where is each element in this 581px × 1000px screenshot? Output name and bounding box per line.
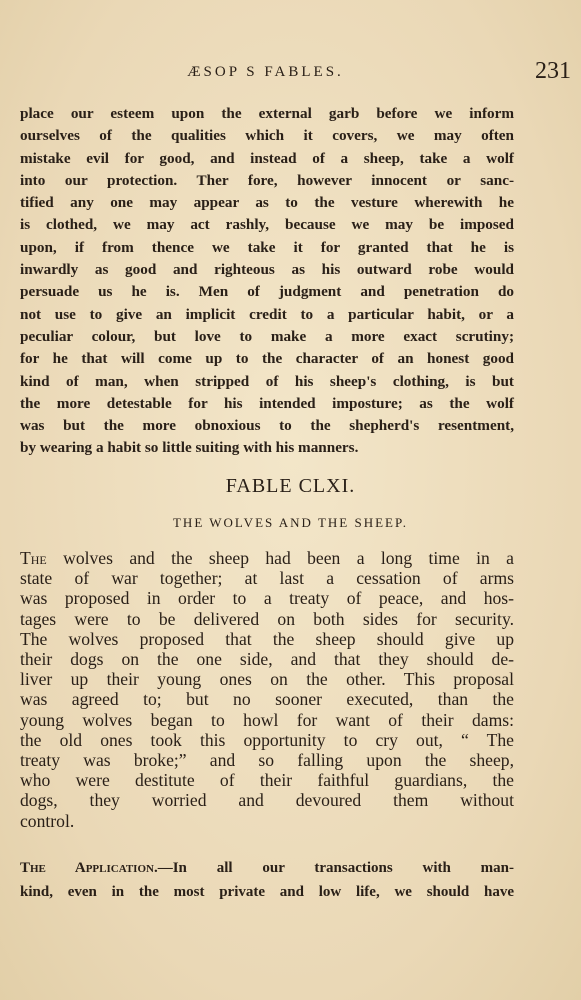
text-line: into our protection. Ther fore, however innocent or sanc- [20,171,514,189]
text-line: peculiar colour, but love to make a more exact scrutiny; [20,327,514,345]
text-line: dogs, they worried and devoured them without [20,790,514,811]
text-line: for he that will come up to the character of an honest good [20,350,514,368]
text-line: place our esteem upon the external garb before we inform [20,105,514,122]
text-line: young wolves began to howl for want of their dams: [20,709,514,730]
paragraph-fable-text [20,548,514,831]
text-line: was agreed to; but no sooner executed, than the [20,689,514,710]
application-text: —In all our transactions with man- [157,860,515,876]
text-line: the more detestable for his intended imposture; as the wolf [20,394,514,412]
text-line: inwardly as good and righteous as his outward robe would [20,261,514,279]
text-line: their dogs on the one side, and that they should de- [20,649,514,670]
text-line: kind, even in the most private and low life, we should have [20,884,514,900]
text-line: was proposed in order to a treaty of peace, and hos- [20,588,514,609]
text-line: who were destitute of their faithful guardians, the [20,770,514,791]
text-line: state of war together; at last a cessation of arms [20,568,514,589]
text-line: is clothed, we may act rashly, because we may be imposed [20,216,514,234]
paragraph-application [20,856,514,904]
text-line: kind of man, when stripped of his sheep's clothing, is but [20,372,514,390]
page-number: 231 [535,58,571,84]
text-line [20,548,514,568]
running-head [18,58,571,88]
text-line: tified any one may appear as to the vesture wherewith he [20,194,514,212]
application-label: The Application. [20,860,158,876]
first-line-text: wolves and the sheep had been a long time in a [46,548,514,568]
text-line: tages were to be delivered on both sides for security. [20,608,514,629]
fable-title-heading: THE WOLVES AND THE SHEEP. [172,515,409,530]
paragraph-moral-continued [20,103,514,460]
running-title: ÆSOP S FABLES. [187,64,344,80]
text-line: the old ones took this opportunity to cry out, “ The [20,729,514,750]
text-line: The wolves proposed that the sheep should give up [20,628,514,649]
text-line: persuade us he is. Men of judgment and penetration do [20,283,514,301]
first-word: The [20,548,47,568]
text-line: liver up their young ones on the other. This proposal [20,669,514,690]
text-line: upon, if from thence we take it for granted that he is [20,238,514,256]
text-line: control. [20,810,75,831]
text-line: ourselves of the qualities which it covers, we may often [20,127,514,145]
text-line [20,856,514,880]
text-line: not use to give an implicit credit to a particular habit, or a [20,305,514,323]
text-line: was but the more obnoxious to the shepherd's resentment, [20,417,514,435]
text-line: mistake evil for good, and instead of a sheep, take a wolf [20,149,514,167]
fable-number-heading: FABLE CLXI. [225,475,356,497]
text-line: by wearing a habit so little suiting with his manners. [20,439,359,457]
text-line: treaty was broke;” and so falling upon the sheep, [20,750,514,771]
